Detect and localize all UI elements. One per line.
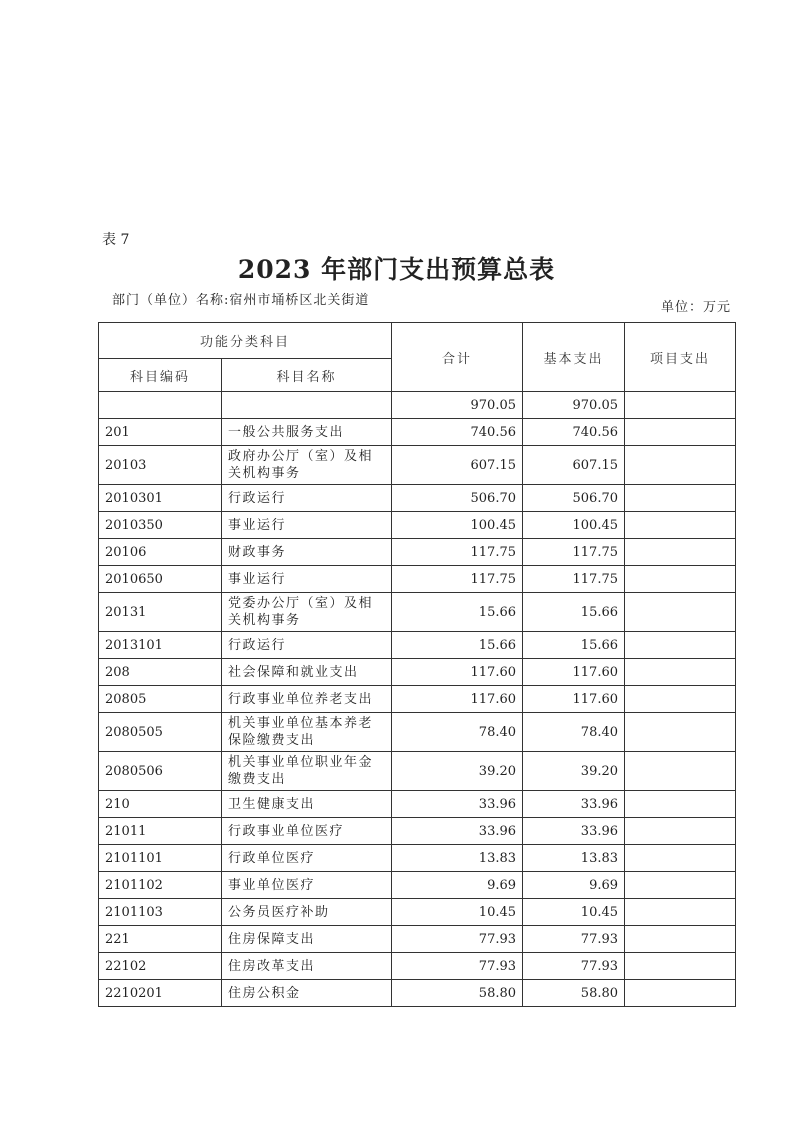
total-cell: 33.96: [392, 791, 523, 818]
total-cell: 15.66: [392, 593, 523, 632]
subject-code-cell: 20131: [99, 593, 222, 632]
basic-expenditure-cell: 77.93: [523, 953, 625, 980]
subject-code-cell: 20103: [99, 446, 222, 485]
header-basic-expenditure: 基本支出: [523, 323, 625, 392]
table-row: [99, 926, 736, 953]
total-cell: 15.66: [392, 632, 523, 659]
project-expenditure-cell: [625, 713, 736, 752]
total-cell: 10.45: [392, 899, 523, 926]
basic-expenditure-cell: 607.15: [523, 446, 625, 485]
subject-code-cell: 22102: [99, 953, 222, 980]
table-row: [99, 980, 736, 1007]
project-expenditure-cell: [625, 539, 736, 566]
basic-expenditure-cell: 970.05: [523, 392, 625, 419]
table-body: [99, 392, 736, 1007]
total-cell: 9.69: [392, 872, 523, 899]
page-title: 2023 年部门支出预算总表: [237, 255, 556, 284]
subject-code-cell: 2080506: [99, 752, 222, 791]
subject-code-cell: 221: [99, 926, 222, 953]
project-expenditure-cell: [625, 980, 736, 1007]
department-name: 部门（单位）名称:宿州市埇桥区北关街道: [112, 293, 370, 308]
subject-name-cell: 党委办公厅（室）及相关机构事务: [222, 593, 392, 632]
table-row: [99, 659, 736, 686]
subject-name-cell: 一般公共服务支出: [222, 419, 392, 446]
project-expenditure-cell: [625, 446, 736, 485]
total-cell: 78.40: [392, 713, 523, 752]
project-expenditure-cell: [625, 593, 736, 632]
project-expenditure-cell: [625, 926, 736, 953]
header-subject-code: 科目编码: [99, 359, 222, 392]
subject-name-cell: 卫生健康支出: [222, 791, 392, 818]
subject-name-cell: 住房公积金: [222, 980, 392, 1007]
basic-expenditure-cell: 117.75: [523, 539, 625, 566]
subject-code-cell: 2010350: [99, 512, 222, 539]
total-cell: 33.96: [392, 818, 523, 845]
subject-name-cell: 行政事业单位养老支出: [222, 686, 392, 713]
project-expenditure-cell: [625, 485, 736, 512]
subject-name-cell: 行政事业单位医疗: [222, 818, 392, 845]
project-expenditure-cell: [625, 659, 736, 686]
table-row: [99, 872, 736, 899]
basic-expenditure-cell: 13.83: [523, 845, 625, 872]
table-row: [99, 539, 736, 566]
basic-expenditure-cell: 39.20: [523, 752, 625, 791]
basic-expenditure-cell: 58.80: [523, 980, 625, 1007]
subject-code-cell: 201: [99, 419, 222, 446]
total-cell: 100.45: [392, 512, 523, 539]
basic-expenditure-cell: 10.45: [523, 899, 625, 926]
total-cell: 13.83: [392, 845, 523, 872]
project-expenditure-cell: [625, 686, 736, 713]
subject-name-cell: 财政事务: [222, 539, 392, 566]
total-cell: 117.75: [392, 566, 523, 593]
total-cell: 117.75: [392, 539, 523, 566]
project-expenditure-cell: [625, 632, 736, 659]
total-cell: 117.60: [392, 686, 523, 713]
subject-name-cell: 住房保障支出: [222, 926, 392, 953]
basic-expenditure-cell: 33.96: [523, 791, 625, 818]
header-project-expenditure: 项目支出: [625, 323, 736, 392]
table-row: [99, 593, 736, 632]
subject-name-cell: 行政运行: [222, 632, 392, 659]
project-expenditure-cell: [625, 791, 736, 818]
total-cell: 58.80: [392, 980, 523, 1007]
total-cell: 970.05: [392, 392, 523, 419]
table-row: [99, 512, 736, 539]
project-expenditure-cell: [625, 566, 736, 593]
table-row: [99, 485, 736, 512]
subject-name-cell: 机关事业单位职业年金缴费支出: [222, 752, 392, 791]
table-number-label: 表 7: [102, 232, 130, 248]
subject-code-cell: 2101102: [99, 872, 222, 899]
basic-expenditure-cell: 740.56: [523, 419, 625, 446]
project-expenditure-cell: [625, 752, 736, 791]
subject-code-cell: [99, 392, 222, 419]
subject-name-cell: 事业运行: [222, 512, 392, 539]
project-expenditure-cell: [625, 899, 736, 926]
subject-code-cell: 2010301: [99, 485, 222, 512]
table-row: [99, 632, 736, 659]
subject-code-cell: 210: [99, 791, 222, 818]
total-cell: 39.20: [392, 752, 523, 791]
table-row: [99, 566, 736, 593]
table-row: [99, 419, 736, 446]
table-row: [99, 791, 736, 818]
total-cell: 607.15: [392, 446, 523, 485]
budget-table: [98, 322, 736, 1007]
total-cell: 740.56: [392, 419, 523, 446]
subject-name-cell: 机关事业单位基本养老保险缴费支出: [222, 713, 392, 752]
subject-code-cell: 21011: [99, 818, 222, 845]
project-expenditure-cell: [625, 845, 736, 872]
subject-name-cell: 社会保障和就业支出: [222, 659, 392, 686]
total-cell: 506.70: [392, 485, 523, 512]
project-expenditure-cell: [625, 512, 736, 539]
unit-label: 单位：万元: [660, 300, 731, 315]
table-row: [99, 713, 736, 752]
table-row: [99, 686, 736, 713]
table-row: [99, 752, 736, 791]
subject-name-cell: 事业单位医疗: [222, 872, 392, 899]
total-cell: 77.93: [392, 926, 523, 953]
project-expenditure-cell: [625, 392, 736, 419]
subject-code-cell: 2010650: [99, 566, 222, 593]
basic-expenditure-cell: 78.40: [523, 713, 625, 752]
basic-expenditure-cell: 15.66: [523, 593, 625, 632]
basic-expenditure-cell: 117.60: [523, 659, 625, 686]
subject-code-cell: 20106: [99, 539, 222, 566]
table-row: [99, 899, 736, 926]
basic-expenditure-cell: 77.93: [523, 926, 625, 953]
subject-name-cell: 公务员医疗补助: [222, 899, 392, 926]
subject-name-cell: 行政运行: [222, 485, 392, 512]
total-cell: 117.60: [392, 659, 523, 686]
subject-code-cell: 2101101: [99, 845, 222, 872]
subject-code-cell: 20805: [99, 686, 222, 713]
project-expenditure-cell: [625, 872, 736, 899]
subject-code-cell: 2013101: [99, 632, 222, 659]
basic-expenditure-cell: 117.75: [523, 566, 625, 593]
basic-expenditure-cell: 15.66: [523, 632, 625, 659]
total-cell: 77.93: [392, 953, 523, 980]
subject-code-cell: 208: [99, 659, 222, 686]
basic-expenditure-cell: 33.96: [523, 818, 625, 845]
table-row: [99, 845, 736, 872]
header-functional-classification: 功能分类科目: [99, 323, 392, 359]
subject-code-cell: 2080505: [99, 713, 222, 752]
basic-expenditure-cell: 100.45: [523, 512, 625, 539]
header-total: 合计: [392, 323, 523, 392]
header-subject-name: 科目名称: [222, 359, 392, 392]
subject-name-cell: 行政单位医疗: [222, 845, 392, 872]
table-row: [99, 446, 736, 485]
project-expenditure-cell: [625, 818, 736, 845]
table-row: [99, 953, 736, 980]
project-expenditure-cell: [625, 953, 736, 980]
basic-expenditure-cell: 9.69: [523, 872, 625, 899]
basic-expenditure-cell: 506.70: [523, 485, 625, 512]
subject-name-cell: 事业运行: [222, 566, 392, 593]
subject-name-cell: 住房改革支出: [222, 953, 392, 980]
subject-code-cell: 2101103: [99, 899, 222, 926]
table-row: [99, 392, 736, 419]
subject-code-cell: 2210201: [99, 980, 222, 1007]
basic-expenditure-cell: 117.60: [523, 686, 625, 713]
subject-name-cell: [222, 392, 392, 419]
table-row: [99, 818, 736, 845]
project-expenditure-cell: [625, 419, 736, 446]
subject-name-cell: 政府办公厅（室）及相关机构事务: [222, 446, 392, 485]
